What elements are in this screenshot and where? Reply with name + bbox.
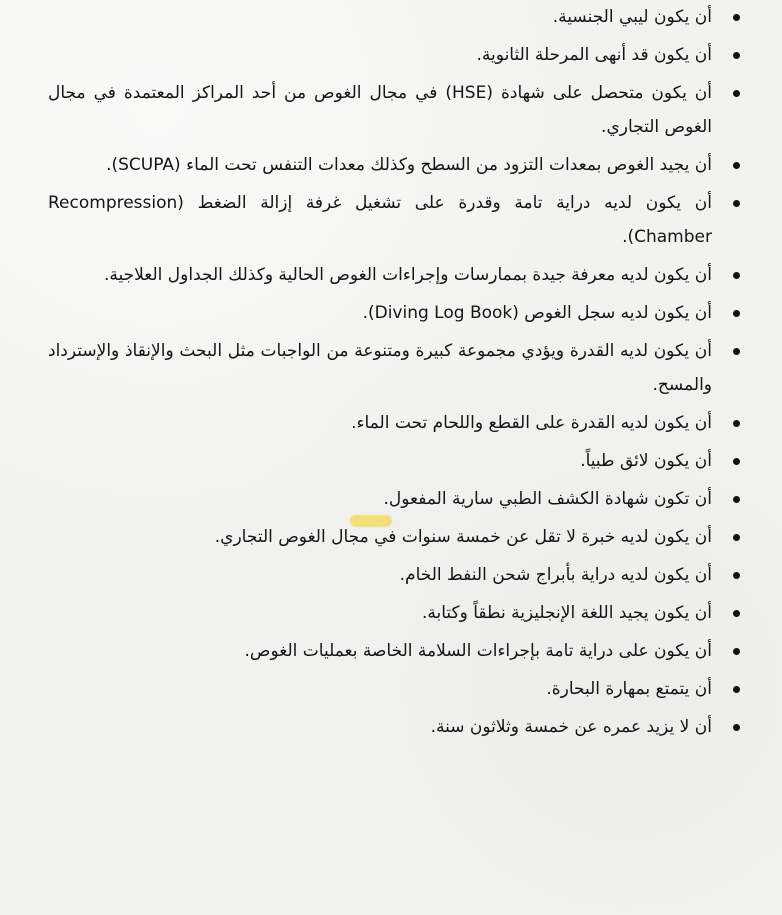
list-item bbox=[48, 258, 742, 292]
item-text: أن يكون لائق طبياً. bbox=[580, 451, 712, 471]
list-item bbox=[48, 710, 742, 744]
item-text: أن يكون لديه سجل الغوص (Diving Log Book). bbox=[362, 303, 712, 323]
bullet-icon bbox=[733, 52, 740, 59]
item-text: أن يكون لديه دراية تامة وقدرة على تشغيل غرفة إزالة الضغط (Recompression Chamber). bbox=[48, 193, 712, 247]
list-item bbox=[48, 444, 742, 478]
bullet-icon bbox=[733, 272, 740, 279]
item-text: أن يجيد الغوص بمعدات التزود من السطح وكذلك معدات التنفس تحت الماء (SCUPA). bbox=[106, 155, 712, 175]
list-item bbox=[48, 186, 742, 254]
item-text: أن لا يزيد عمره عن خمسة وثلاثون سنة. bbox=[430, 717, 712, 737]
item-text: أن يكون لديه القدرة ويؤدي مجموعة كبيرة ومتنوعة من الواجبات مثل البحث والإنقاذ والإسترداد والمسح. bbox=[48, 341, 712, 395]
bullet-icon bbox=[733, 496, 740, 503]
item-text: أن يتمتع بمهارة البحارة. bbox=[546, 679, 712, 699]
bullet-icon bbox=[733, 648, 740, 655]
bullet-icon bbox=[733, 534, 740, 541]
bullet-icon bbox=[733, 420, 740, 427]
item-text: أن يكون متحصل على شهادة (HSE) في مجال الغوص من أحد المراكز المعتمدة في مجال الغوص التجاري. bbox=[48, 83, 713, 137]
bullet-icon bbox=[733, 610, 740, 617]
item-text: أن يكون لديه القدرة على القطع واللحام تحت الماء. bbox=[351, 413, 712, 433]
bullet-icon bbox=[733, 348, 740, 355]
item-text: أن تكون شهادة الكشف الطبي سارية المفعول. bbox=[383, 489, 712, 509]
bullet-icon bbox=[733, 162, 740, 169]
item-text: أن يكون على دراية تامة بإجراءات السلامة الخاصة بعمليات الغوص. bbox=[244, 641, 712, 661]
item-text: أن يكون لديه دراية بأبراج شحن النفط الخام. bbox=[399, 565, 712, 585]
item-text: أن يكون يجيد اللغة الإنجليزية نطقاً وكتابة. bbox=[421, 603, 712, 623]
item-text: أن يكون لديه خبرة لا تقل عن خمسة سنوات في مجال الغوص التجاري. bbox=[214, 527, 712, 547]
list-item bbox=[48, 148, 742, 182]
item-text: أن يكون قد أنهى المرحلة الثانوية. bbox=[476, 45, 712, 65]
item-text: أن يكون لديه معرفة جيدة بممارسات وإجراءات الغوص الحالية وكذلك الجداول العلاجية. bbox=[104, 265, 712, 285]
item-text: أن يكون ليبي الجنسية. bbox=[552, 7, 712, 27]
bullet-icon bbox=[733, 686, 740, 693]
list-item bbox=[48, 296, 742, 330]
list-item bbox=[48, 634, 742, 668]
bullet-icon bbox=[733, 200, 740, 207]
bullet-icon bbox=[733, 90, 740, 97]
list-item bbox=[48, 38, 742, 72]
list-item bbox=[48, 558, 742, 592]
list-item bbox=[48, 0, 742, 34]
list-item bbox=[48, 596, 742, 630]
requirements-list bbox=[48, 0, 742, 744]
list-item bbox=[48, 672, 742, 706]
bullet-icon bbox=[733, 310, 740, 317]
list-item bbox=[48, 520, 742, 554]
bullet-icon bbox=[733, 724, 740, 731]
bullet-icon bbox=[733, 458, 740, 465]
requirements-document bbox=[48, 0, 742, 744]
list-item bbox=[48, 406, 742, 440]
bullet-icon bbox=[733, 572, 740, 579]
list-item bbox=[48, 482, 742, 516]
list-item bbox=[48, 334, 742, 402]
bullet-icon bbox=[733, 14, 740, 21]
list-item bbox=[48, 76, 742, 144]
